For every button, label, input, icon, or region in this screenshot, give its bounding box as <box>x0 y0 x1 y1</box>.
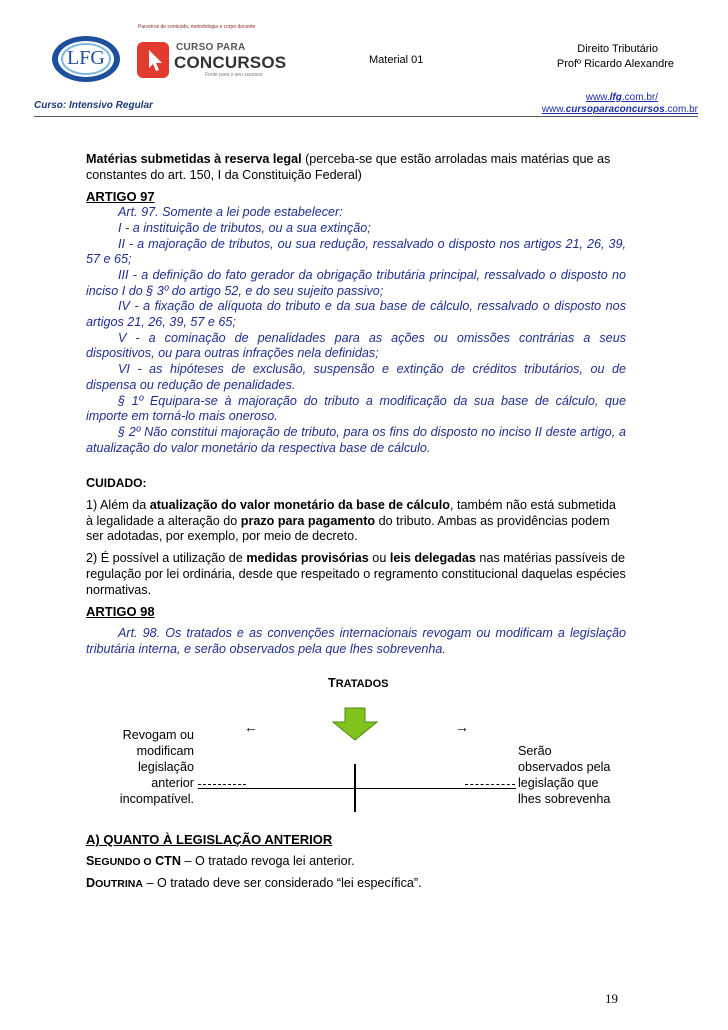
cuidado-item-1-e: do tributo. Ambas as providências podem ser adotadas, por exemplo, por meio de decreto. <box>86 513 610 544</box>
diagram-title-rest: RATADOS <box>335 678 389 690</box>
cpc-logo-slogan: Fonte para o seu sucesso <box>205 72 263 78</box>
arrow-right-icon: → <box>455 719 469 735</box>
material-label: Material 01 <box>369 54 424 66</box>
arrow-left-icon: ← <box>244 719 258 735</box>
course-name: Curso: Intensivo Regular <box>34 100 153 111</box>
cuidado-label-first: C <box>86 476 96 491</box>
line2-first: D <box>86 876 96 891</box>
section-a <box>86 832 626 893</box>
professor-name: Profº Ricardo Alexandre <box>556 58 674 70</box>
left-line-4: anterior <box>151 776 194 790</box>
down-arrow-icon <box>332 707 378 741</box>
line2-sc: OUTRINA <box>95 878 143 891</box>
cuidado-item-2-d: leis delegadas <box>389 551 476 566</box>
art97-caput: Art. 97. Somente a lei pode estabelecer: <box>118 205 343 220</box>
cpc-link[interactable] <box>542 104 698 115</box>
art97-heading: ARTIGO 97 <box>86 189 155 205</box>
cuidado-item-2 <box>86 551 626 598</box>
lfg-logo-text: LFG <box>67 47 105 69</box>
intro-rest: (perceba-se que estão arroladas mais matérias que as constantes do art. 150, I da Constituição Federal) <box>86 152 611 182</box>
art97-paragrafo-1: § 1º Equipara-se à majoração do tributo a modificação da sua base de cálculo, que importe em torná-lo mais oneroso. <box>86 393 626 424</box>
diagram-left-text <box>110 727 194 807</box>
cuidado-label-rest: UIDADO: <box>95 476 147 491</box>
art97-inciso-ii: II - a majoração de tributos, ou sua redução, ressalvado o disposto nos artigos 21, 26, 39, 57 e 65; <box>86 236 626 267</box>
diagram-title <box>328 676 388 690</box>
header-divider <box>34 116 698 117</box>
line1-first: S <box>86 853 95 868</box>
line1-rest: – O tratado revoga lei anterior. <box>180 853 355 868</box>
cuidado-item-1-d: prazo para pagamento <box>240 513 376 528</box>
diagram-timeline <box>198 788 516 789</box>
diagram-dashed-line-right <box>465 784 515 785</box>
intro-paragraph <box>86 152 626 183</box>
right-line-1: Serão <box>518 744 552 758</box>
cuidado-item-1-a: 1) Além da <box>86 498 150 513</box>
tratados-diagram <box>110 676 630 816</box>
lfg-link-domain: lfg <box>609 92 622 103</box>
art98-text: Art. 98. Os tratados e as convenções internacionais revogam ou modificam a legislação tributária interna, e serão observados pela que lhes sobrevenha. <box>86 625 626 656</box>
left-line-1: Revogam ou <box>122 728 194 742</box>
art97-inciso-vi: VI - as hipóteses de exclusão, suspensão e extinção de créditos tributários, ou de dispensa ou redução de penalidades. <box>86 362 626 392</box>
art97-inciso-v: V - a cominação de penalidades para as ações ou omissões contrárias a seus dispositivos, ou para outras infrações nela definidas; <box>86 330 626 361</box>
diagram-dashed-line-left <box>198 784 246 785</box>
cuidado-item-2-b: medidas provisórias <box>246 551 369 566</box>
art98-text-wrap <box>86 626 626 657</box>
right-line-3: legislação que <box>518 776 599 790</box>
cuidado-item-2-c: ou <box>368 551 390 566</box>
line2-rest: – O tratado deve ser considerado “lei específica”. <box>142 876 422 891</box>
art97-inciso-iv: IV - a fixação de alíquota do tributo e da sua base de cálculo, ressalvado o disposto nos artigos 21, 26, 39, 57 e 65; <box>86 299 626 330</box>
lfg-link-suffix: .com.br/ <box>621 92 658 103</box>
left-line-5: incompatível. <box>119 792 194 806</box>
cuidado-item-2-e: nas matérias passíveis de regulação por lei ordinária, desde que respeitado o regramento constitucional daquelas espécies normativas. <box>86 551 626 597</box>
cuidado-label <box>86 476 626 492</box>
lfg-logo <box>50 34 122 84</box>
diagram-title-first: T <box>328 676 336 690</box>
left-line-2: modificam <box>136 744 194 758</box>
cuidado-item-1-c: , também não está submetida à legalidade a alteração do <box>86 498 616 528</box>
cpc-logo-main: CONCURSOS <box>174 53 287 72</box>
diagram-right-text <box>518 743 628 807</box>
lfg-link[interactable] <box>586 92 658 103</box>
cuidado-item-2-a: 2) É possível a utilização de <box>86 551 247 566</box>
diagram-marker <box>354 764 356 812</box>
cuidado-item-1 <box>86 498 626 545</box>
line1-ctn: CTN <box>151 853 181 868</box>
intro-bold: Matérias submetidas à reserva legal <box>86 152 302 166</box>
cpc-link-domain: cursoparaconcursos <box>565 104 665 115</box>
cpc-link-prefix: www. <box>541 104 566 115</box>
lfg-link-prefix: www. <box>585 92 610 103</box>
subject-title: Direito Tributário <box>577 43 658 55</box>
cpc-logo-top: CURSO PARA <box>176 42 246 53</box>
left-line-3: legislação <box>137 760 194 774</box>
art97-text <box>86 205 626 456</box>
art97-inciso-iii: III - a definição do fato gerador da obrigação tributária principal, ressalvado o disposto no inciso I do § 3º do artigo 52, e do seu sujeito passivo; <box>86 267 626 298</box>
section-a-heading: A) QUANTO À LEGISLAÇÃO ANTERIOR <box>86 832 333 847</box>
art97-inciso-i: I - a instituição de tributos, ou a sua extinção; <box>118 220 371 235</box>
art97-paragrafo-2: § 2º Não constitui majoração de tributo, para os fins do disposto no inciso II deste artigo, a atualização do valor monetário da respectiva base de cálculo. <box>86 424 626 455</box>
page-number: 19 <box>605 991 618 1006</box>
line1-sc: EGUNDO O <box>94 855 152 868</box>
section-a-line-2 <box>86 876 626 893</box>
right-line-4: lhes sobrevenha <box>518 792 611 806</box>
right-line-2: observados pela <box>518 760 611 774</box>
cpc-link-suffix: .com.br <box>664 104 698 115</box>
section-a-line-1 <box>86 854 626 871</box>
cuidado-item-1-b: atualização do valor monetário da base de cálculo <box>149 498 450 513</box>
main-content <box>86 152 626 657</box>
cpc-tagline: Parceiros de conteúdo, metodologia e corpo docente <box>138 24 256 30</box>
art98-heading: ARTIGO 98 <box>86 604 155 620</box>
